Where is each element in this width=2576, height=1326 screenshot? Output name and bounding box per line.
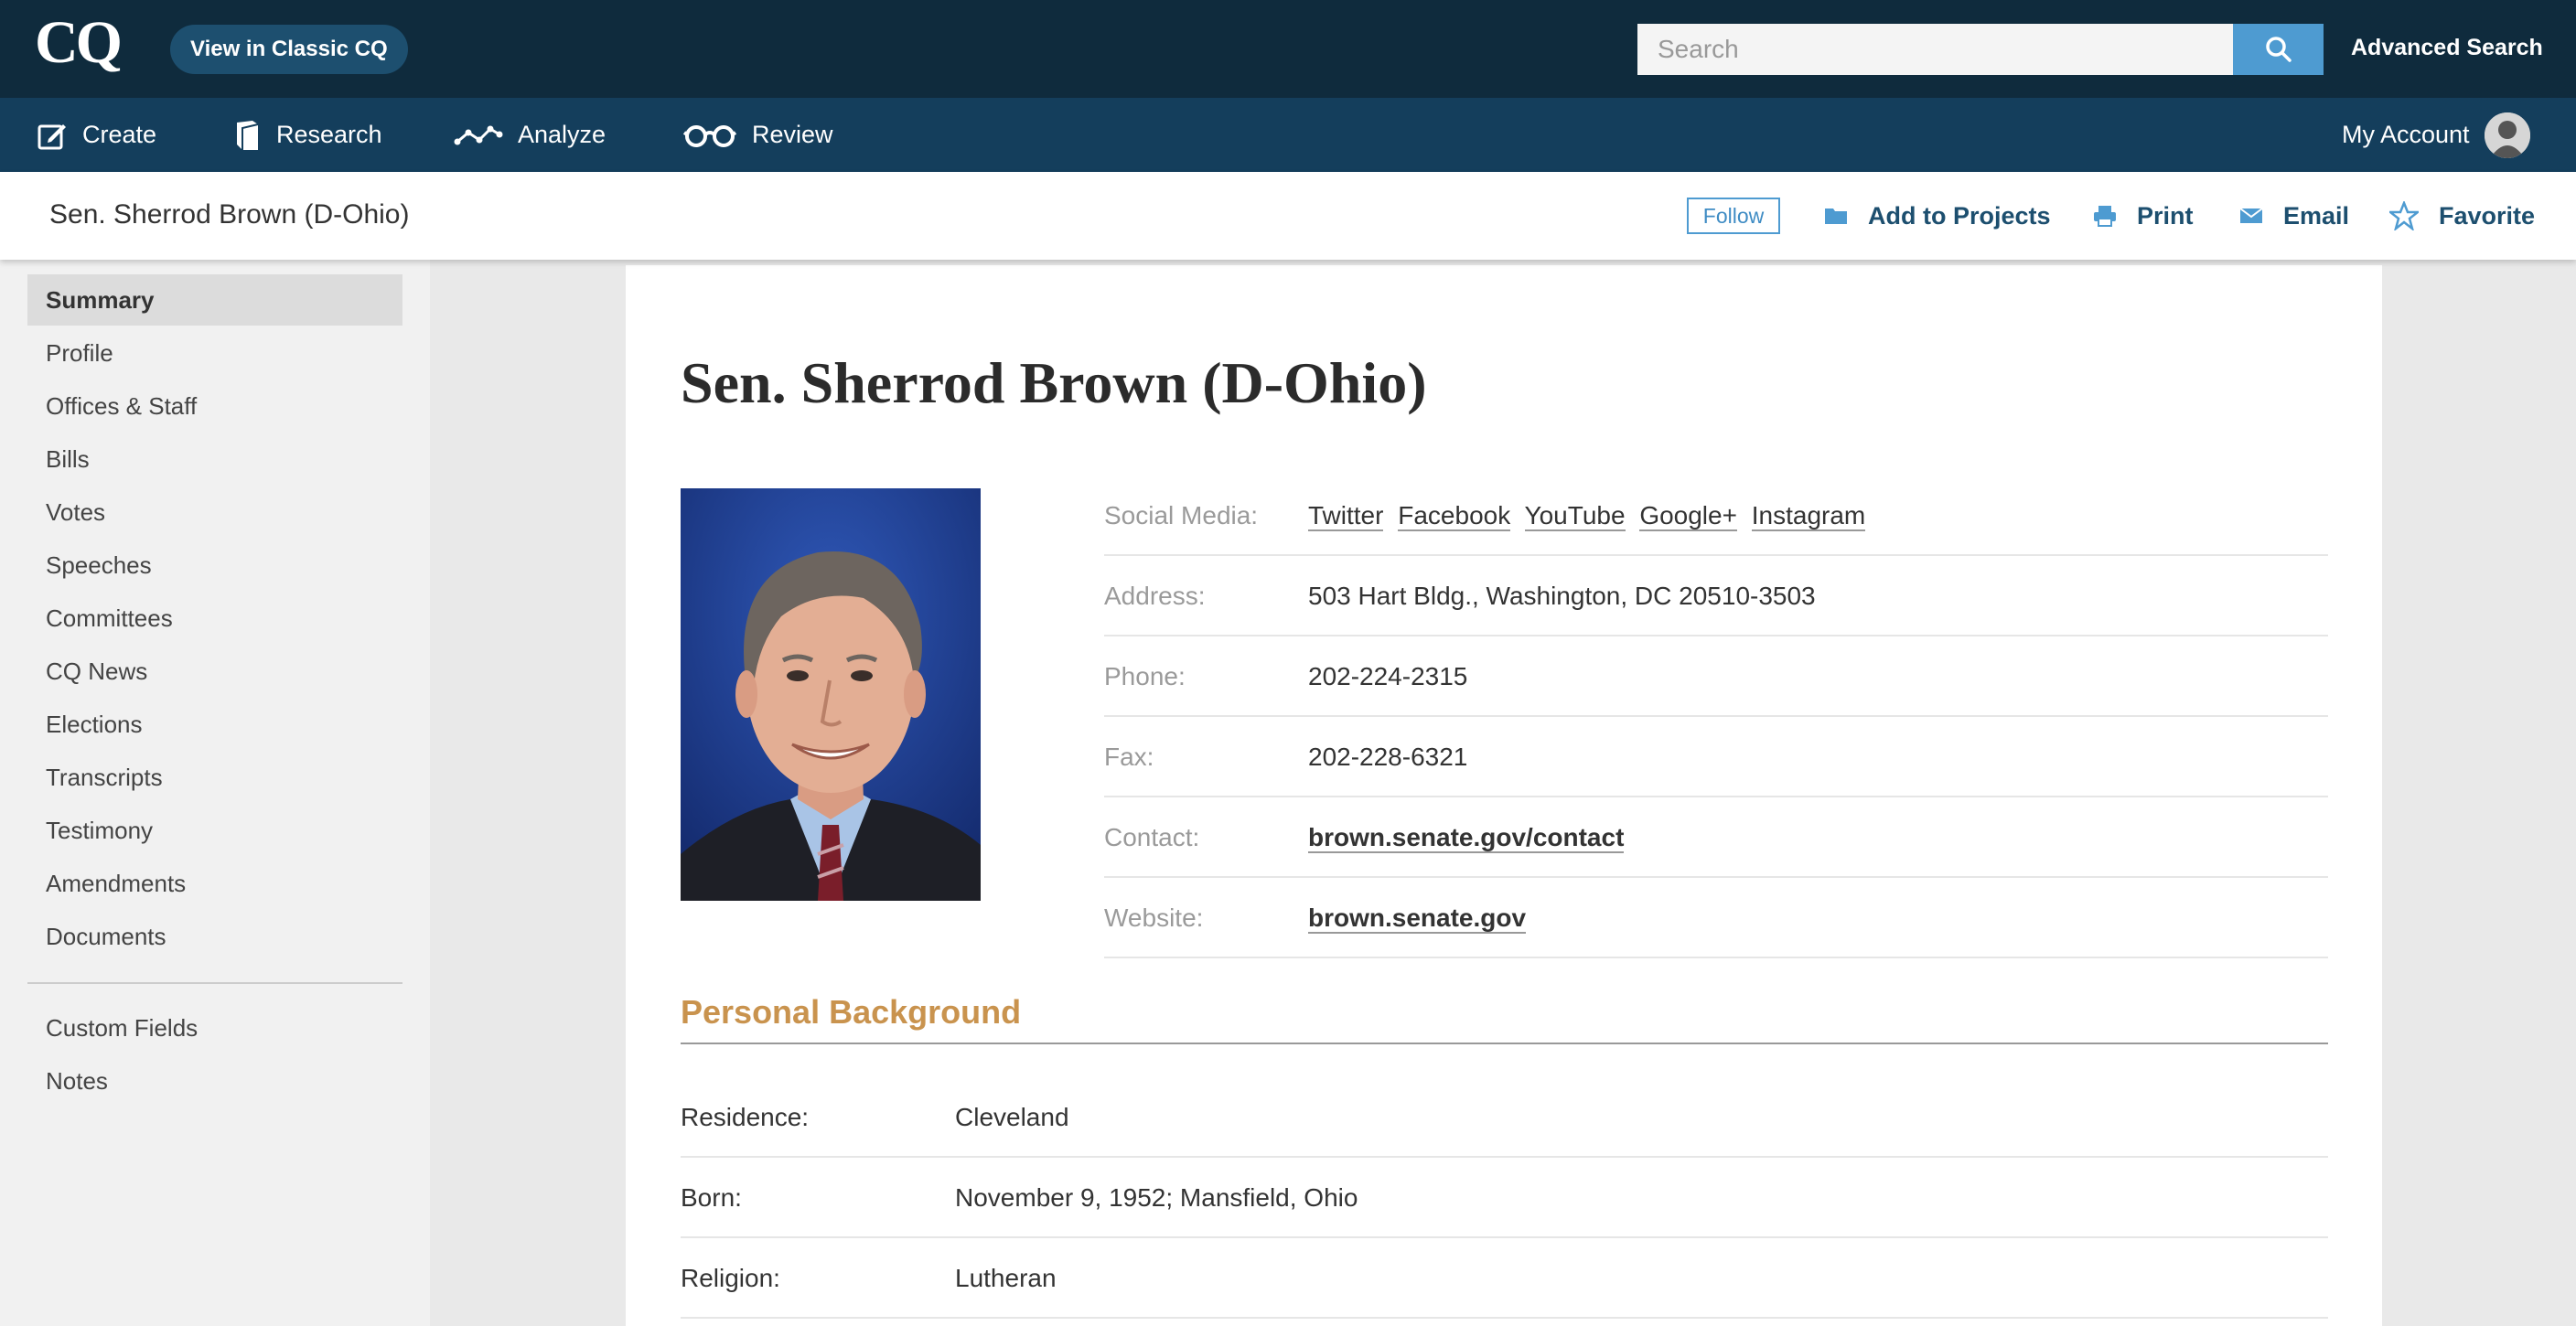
born-label: Born:	[681, 1183, 742, 1212]
religion-value: Lutheran	[955, 1264, 1057, 1292]
favorite-label: Favorite	[2439, 201, 2536, 230]
page-title: Sen. Sherrod Brown (D-Ohio)	[681, 350, 1427, 415]
print-label: Print	[2137, 201, 2194, 230]
user-silhouette-icon	[2485, 112, 2530, 158]
website-link[interactable]: brown.senate.gov	[1308, 904, 1527, 932]
nav-analyze-label: Analyze	[518, 121, 606, 148]
print-button[interactable]	[2093, 172, 2194, 260]
portrait-image	[681, 488, 981, 901]
contact-value	[1308, 797, 1624, 878]
nav-review[interactable]	[682, 98, 833, 172]
instagram-link[interactable]: Instagram	[1751, 501, 1866, 529]
sidebar	[0, 260, 430, 1326]
nav-research[interactable]	[234, 98, 382, 172]
main-nav	[0, 98, 2576, 172]
favorite-button[interactable]	[2389, 172, 2535, 260]
sidebar-item-speeches[interactable]: Speeches	[46, 551, 152, 579]
phone-value: 202-224-2315	[1308, 662, 1468, 690]
born-value: November 9, 1952; Mansfield, Ohio	[955, 1183, 1358, 1212]
add-to-projects-label: Add to Projects	[1868, 201, 2051, 230]
main-content	[626, 265, 2382, 1326]
search-icon	[2265, 36, 2292, 63]
folder-icon	[1824, 206, 1848, 226]
contact-link[interactable]: brown.senate.gov/contact	[1308, 823, 1625, 851]
follow-button[interactable]: Follow	[1687, 198, 1780, 234]
nav-review-label: Review	[752, 121, 833, 148]
nav-research-label: Research	[276, 121, 382, 148]
contact-row	[1104, 797, 2328, 878]
pencil-square-icon	[37, 120, 68, 151]
sidebar-item-custom-fields[interactable]: Custom Fields	[46, 1014, 199, 1042]
fax-row	[1104, 717, 2328, 797]
google-plus-link[interactable]: Google+	[1639, 501, 1737, 529]
contact-label: Contact:	[1104, 823, 1200, 851]
religion-label: Religion:	[681, 1264, 780, 1292]
avatar[interactable]	[2485, 112, 2530, 158]
header-title: Sen. Sherrod Brown (D-Ohio)	[49, 199, 410, 230]
printer-icon	[2093, 205, 2117, 227]
social-media-row	[1104, 476, 2328, 556]
phone-row	[1104, 636, 2328, 717]
member-photo	[681, 488, 981, 901]
cq-logo[interactable]: CQ	[35, 9, 120, 76]
sidebar-divider	[27, 982, 402, 984]
my-account-label: My Account	[2342, 121, 2470, 148]
view-classic-button[interactable]: View in Classic CQ	[170, 25, 408, 74]
search-button[interactable]	[2233, 24, 2324, 75]
sidebar-item-votes[interactable]: Votes	[46, 498, 106, 526]
website-row	[1104, 878, 2328, 958]
facebook-link[interactable]: Facebook	[1398, 501, 1511, 529]
website-value	[1308, 878, 1526, 958]
social-media-label: Social Media:	[1104, 501, 1259, 529]
sidebar-item-offices-staff[interactable]: Offices & Staff	[46, 392, 198, 420]
sidebar-item-bills[interactable]: Bills	[46, 445, 90, 473]
residence-value: Cleveland	[955, 1103, 1069, 1131]
youtube-link[interactable]: YouTube	[1524, 501, 1626, 529]
envelope-icon	[2239, 207, 2263, 225]
advanced-search-link[interactable]: Advanced Search	[2351, 35, 2543, 60]
fax-value: 202-228-6321	[1308, 743, 1468, 771]
address-row	[1104, 556, 2328, 636]
sidebar-item-profile[interactable]: Profile	[46, 339, 113, 367]
sidebar-item-committees[interactable]: Committees	[46, 604, 173, 632]
sidebar-item-notes[interactable]: Notes	[46, 1067, 108, 1095]
star-icon	[2389, 201, 2419, 230]
sidebar-item-cq-news[interactable]: CQ News	[46, 658, 148, 685]
search-input[interactable]: Search	[1637, 24, 2233, 75]
nav-create[interactable]	[37, 98, 156, 172]
sidebar-item-transcripts[interactable]: Transcripts	[46, 764, 163, 791]
address-label: Address:	[1104, 582, 1206, 610]
website-label: Website:	[1104, 904, 1204, 932]
email-button[interactable]	[2239, 172, 2349, 260]
nav-analyze[interactable]	[454, 98, 606, 172]
phone-label: Phone:	[1104, 662, 1186, 690]
twitter-link[interactable]: Twitter	[1308, 501, 1384, 529]
personal-background-heading: Personal Background	[681, 993, 1022, 1031]
sidebar-item-summary[interactable]: Summary	[27, 274, 402, 326]
book-icon	[234, 119, 262, 152]
glasses-icon	[682, 122, 737, 149]
sidebar-item-documents[interactable]: Documents	[46, 923, 166, 950]
fax-label: Fax:	[1104, 743, 1154, 771]
sidebar-item-testimony[interactable]: Testimony	[46, 817, 154, 844]
residence-label: Residence:	[681, 1103, 810, 1131]
email-label: Email	[2283, 201, 2350, 230]
my-account-menu[interactable]	[2342, 98, 2530, 172]
page-header-bar	[0, 172, 2576, 260]
top-bar	[0, 0, 2576, 98]
nav-create-label: Create	[82, 121, 157, 148]
add-to-projects-button[interactable]	[1824, 172, 2051, 260]
trend-line-icon	[454, 122, 503, 149]
residence-row	[681, 1077, 2328, 1158]
section-divider	[681, 1043, 2328, 1044]
born-row	[681, 1158, 2328, 1238]
address-value: 503 Hart Bldg., Washington, DC 20510-3503	[1308, 582, 1816, 610]
sidebar-item-amendments[interactable]: Amendments	[46, 870, 187, 897]
sidebar-item-elections[interactable]: Elections	[46, 711, 143, 738]
religion-row	[681, 1238, 2328, 1319]
social-media-links	[1308, 476, 1873, 556]
